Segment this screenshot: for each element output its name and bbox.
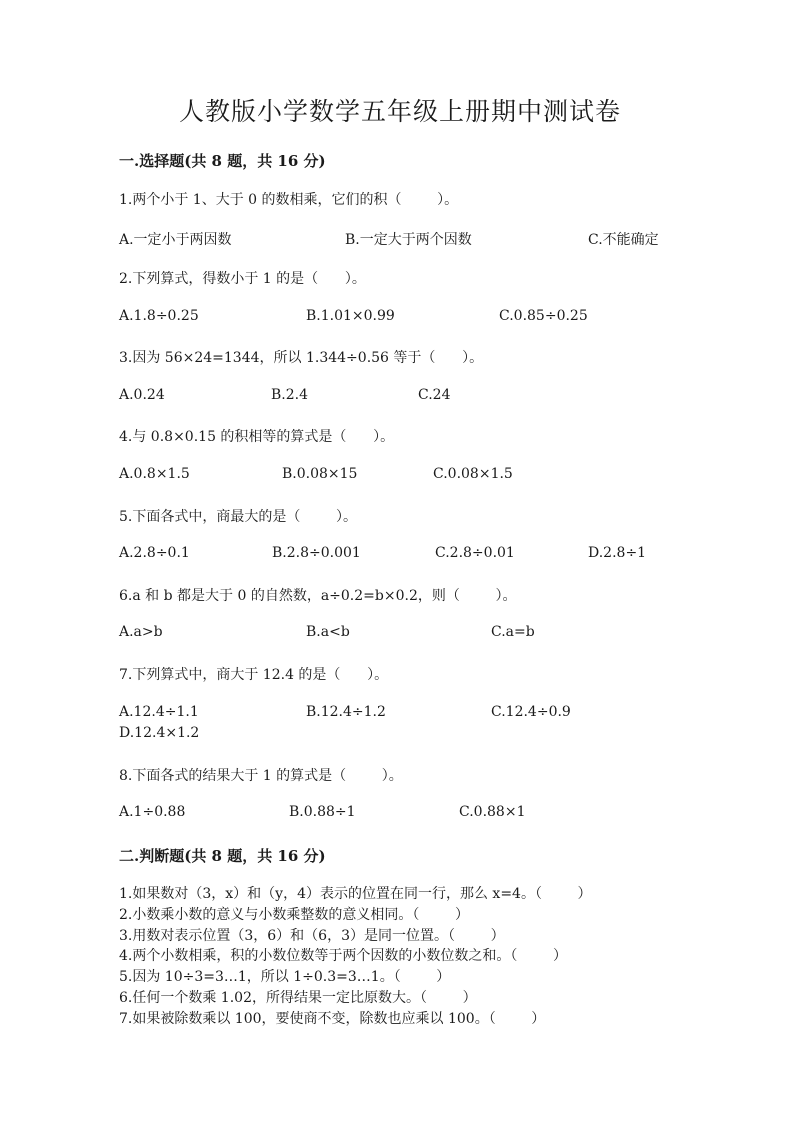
section-heading-judge: 二.判断题(共 8 题，共 16 分) — [119, 847, 326, 865]
judge-item: 6.任何一个数乘 1.02，所得结果一定比原数大。（ ） — [119, 990, 477, 1006]
option-a: A.0.8×1.5 — [119, 466, 190, 482]
judge-item: 5.因为 10÷3=3…1，所以 1÷0.3=3…1。（ ） — [119, 969, 451, 985]
question-8: 8.下面各式的结果大于 1 的算式是（ ）。 — [119, 768, 403, 784]
option-a: A.1.8÷0.25 — [119, 308, 199, 324]
question-5-options — [119, 545, 719, 565]
judge-item: 3.用数对表示位置（3，6）和（6，3）是同一位置。（ ） — [119, 928, 505, 944]
option-c: C.2.8÷0.01 — [435, 545, 515, 561]
option-b: B.一定大于两个因数 — [345, 232, 472, 248]
page-title: 人教版小学数学五年级上册期中测试卷 — [178, 97, 621, 126]
option-b: B.0.08×15 — [282, 466, 358, 482]
option-b: B.2.8÷0.001 — [272, 545, 361, 561]
judge-item: 1.如果数对（3，x）和（y，4）表示的位置在同一行，那么 x=4。（ ） — [119, 886, 592, 902]
question-6: 6.a 和 b 都是大于 0 的自然数，a÷0.2=b×0.2，则（ ）。 — [119, 588, 517, 604]
judge-item: 7.如果被除数乘以 100，要使商不变，除数也应乘以 100。（ ） — [119, 1011, 546, 1027]
option-a: A.12.4÷1.1 — [119, 704, 199, 720]
option-b: B.a<b — [306, 624, 350, 640]
question-2: 2.下列算式，得数小于 1 的是（ ）。 — [119, 271, 366, 287]
question-1-options — [119, 229, 719, 249]
question-2-options — [119, 308, 719, 328]
question-7-options-line2 — [119, 725, 719, 745]
question-3: 3.因为 56×24=1344，所以 1.344÷0.56 等于（ ）。 — [119, 350, 484, 366]
question-5: 5.下面各式中，商最大的是（ ）。 — [119, 509, 357, 525]
question-7-options — [119, 704, 719, 724]
question-4-options — [119, 466, 719, 486]
question-7: 7.下列算式中，商大于 12.4 的是（ ）。 — [119, 667, 389, 683]
option-b: B.12.4÷1.2 — [306, 704, 386, 720]
question-1: 1.两个小于 1、大于 0 的数相乘，它们的积（ ）。 — [119, 192, 459, 208]
question-4: 4.与 0.8×0.15 的积相等的算式是（ ）。 — [119, 429, 395, 445]
option-b: B.1.01×0.99 — [306, 308, 395, 324]
option-d: D.12.4×1.2 — [119, 725, 200, 741]
question-3-options — [119, 387, 719, 407]
option-a: A.0.24 — [119, 387, 165, 403]
section-heading-choice: 一.选择题(共 8 题，共 16 分) — [119, 152, 326, 170]
judge-item: 2.小数乘小数的意义与小数乘整数的意义相同。（ ） — [119, 907, 469, 923]
option-b: B.2.4 — [271, 387, 309, 403]
option-c: C.12.4÷0.9 — [491, 704, 571, 720]
option-b: B.0.88÷1 — [289, 804, 356, 820]
question-8-options — [119, 804, 719, 824]
option-c: C.不能确定 — [588, 232, 659, 248]
option-c: C.a=b — [491, 624, 535, 640]
option-c: C.0.08×1.5 — [433, 466, 513, 482]
option-c: C.0.85÷0.25 — [499, 308, 588, 324]
option-a: A.a>b — [119, 624, 163, 640]
option-a: A.一定小于两因数 — [119, 232, 232, 248]
option-c: C.24 — [418, 387, 451, 403]
option-c: C.0.88×1 — [459, 804, 526, 820]
option-a: A.2.8÷0.1 — [119, 545, 190, 561]
question-6-options — [119, 624, 719, 644]
option-a: A.1÷0.88 — [119, 804, 186, 820]
option-d: D.2.8÷1 — [588, 545, 647, 561]
judge-item: 4.两个小数相乘，积的小数位数等于两个因数的小数位数之和。（ ） — [119, 948, 567, 964]
